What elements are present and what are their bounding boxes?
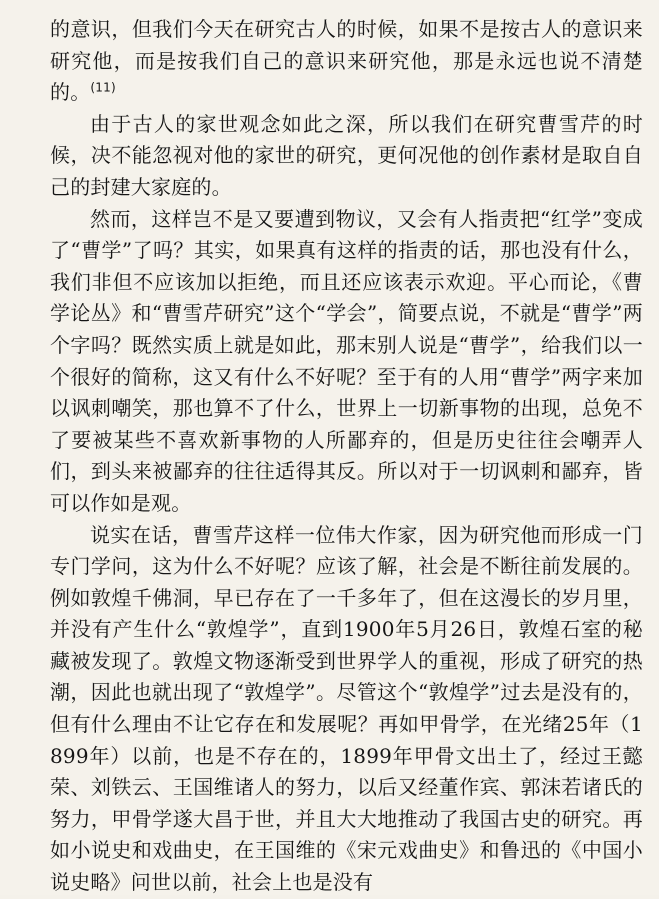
paragraph-4-text: 说实在话，曹雪芹这样一位伟大作家，因为研究他而形成一门专门学问，这为什么不好呢？应该了解，社会是不断往前发展的。例如敦煌千佛洞，早已存在了一千多年了，但在这漫长的岁月里，并没有产生什么“敦煌学”，直到1900年5月26日，敦煌石室的秘藏被发现了。敦煌文物逐渐受到世界学人的重视，形成了研究的热潮，因此也就出现了“敦煌学”。尽管这个“敦煌学”过去是没有的，但有什么理由不让它存在和发展呢？再如甲骨学，在光绪25年（1899年）以前，也是不存在的，1899年甲骨文出土了，经过王懿荣、刘铁云、王国维诸人的努力，以后又经董作宾、郭沫若诸氏的努力，甲骨学遂大昌于世，并且大大地推动了我国古史的研究。再如小说史和戏曲史，在王国维的《宋元戏曲史》和鲁迅的《中国小说史略》问世以前，社会上也是没有 [50, 522, 643, 895]
paragraph-2 [50, 109, 643, 204]
paragraph-2-text: 由于古人的家世观念如此之深，所以我们在研究曹雪芹的时候，决不能忽视对他的家世的研究，更何况他的创作素材是取自自己的封建大家庭的。 [50, 111, 643, 199]
paragraph-1 [50, 14, 643, 109]
paragraph-1-text: 的意识，但我们今天在研究古人的时候，如果不是按古人的意识来研究他，而是按我们自己的意识来研究他，那是永远也说不清楚的。 [50, 17, 643, 105]
paragraph-4 [50, 520, 643, 899]
footnote-marker: (11) [90, 80, 116, 95]
paragraph-3 [50, 204, 643, 520]
paragraph-3-text: 然而，这样岂不是又要遭到物议，又会有人指责把“红学”变成了“曹学”了吗？其实，如果真有这样的指责的话，那也没有什么，我们非但不应该加以拒绝，而且还应该表示欢迎。平心而论，《曹学论丛》和“曹雪芹研究”这个“学会”，简要点说，不就是“曹学”两个字吗？既然实质上就是如此，那末别人说是“曹学”，给我们以一个很好的简称，这又有什么不好呢？至于有的人用“曹学”两字来加以讽刺嘲笑，那也算不了什么，世界上一切新事物的出现，总免不了要被某些不喜欢新事物的人所鄙弃的，但是历史往往会嘲弄人们，到头来被鄙弃的往往适得其反。所以对于一切讽刺和鄙弃，皆可以作如是观。 [50, 206, 643, 515]
